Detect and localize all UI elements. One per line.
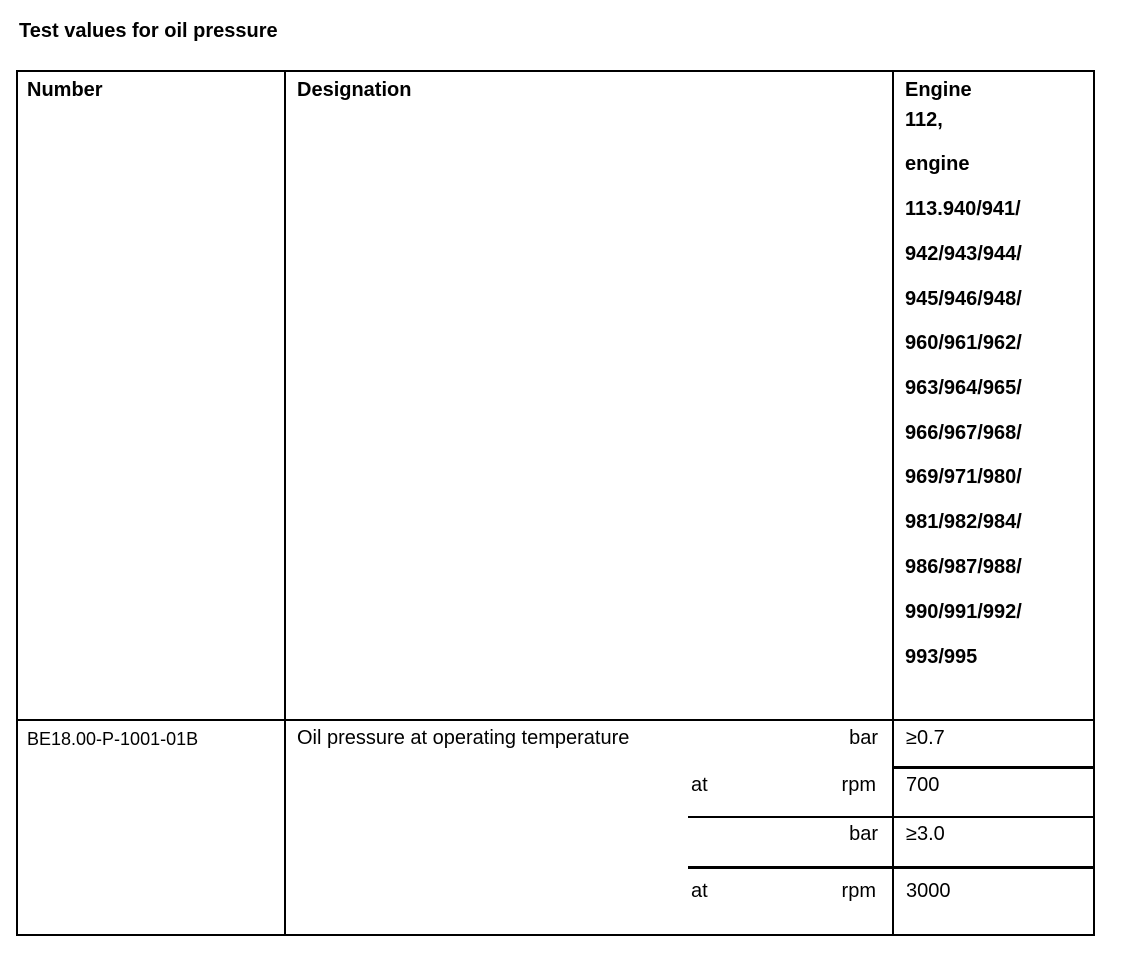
table-border-bottom (16, 934, 1095, 936)
engine-line: 990/991/992/ (905, 601, 1022, 623)
engine-line: engine (905, 153, 970, 175)
subrow-prefix: at (691, 880, 708, 902)
header-designation: Designation (297, 79, 412, 101)
subrow-unit: bar (849, 727, 878, 749)
column-divider-engine (892, 70, 894, 936)
header-divider (16, 719, 1095, 721)
engine-line: 945/946/948/ (905, 288, 1022, 310)
row-number: BE18.00-P-1001-01B (27, 729, 199, 749)
table-border-left (16, 70, 18, 936)
engine-line: 963/964/965/ (905, 377, 1022, 399)
row-designation: Oil pressure at operating temperature (297, 727, 630, 749)
engine-line: 960/961/962/ (905, 332, 1022, 354)
subrow-unit: rpm (841, 774, 876, 796)
engine-line: 986/987/988/ (905, 556, 1022, 578)
subrow-value: 3000 (906, 880, 951, 902)
engine-line: 981/982/984/ (905, 511, 1022, 533)
subrow-divider-1-value (892, 766, 1095, 769)
subrow-unit: bar (849, 823, 878, 845)
subrow-value: ≥0.7 (906, 727, 945, 749)
column-divider-number (284, 70, 286, 936)
subrow-value: 700 (906, 774, 940, 796)
page-title: Test values for oil pressure (19, 20, 278, 42)
subrow-prefix: at (691, 774, 708, 796)
engine-line: 113.940/941/ (905, 198, 1021, 220)
engine-line: 993/995 (905, 646, 978, 668)
engine-line: 966/967/968/ (905, 422, 1022, 444)
engine-line: 969/971/980/ (905, 466, 1022, 488)
subrow-unit: rpm (841, 880, 876, 902)
table-border-right (1093, 70, 1095, 936)
subrow-value: ≥3.0 (906, 823, 945, 845)
engine-line: 112, (905, 109, 943, 131)
engine-line: Engine (905, 79, 972, 101)
table-border-top (16, 70, 1095, 72)
subrow-divider-2 (688, 816, 1095, 818)
engine-line: 942/943/944/ (905, 243, 1022, 265)
header-number: Number (27, 79, 103, 101)
subrow-divider-3 (688, 866, 1095, 869)
